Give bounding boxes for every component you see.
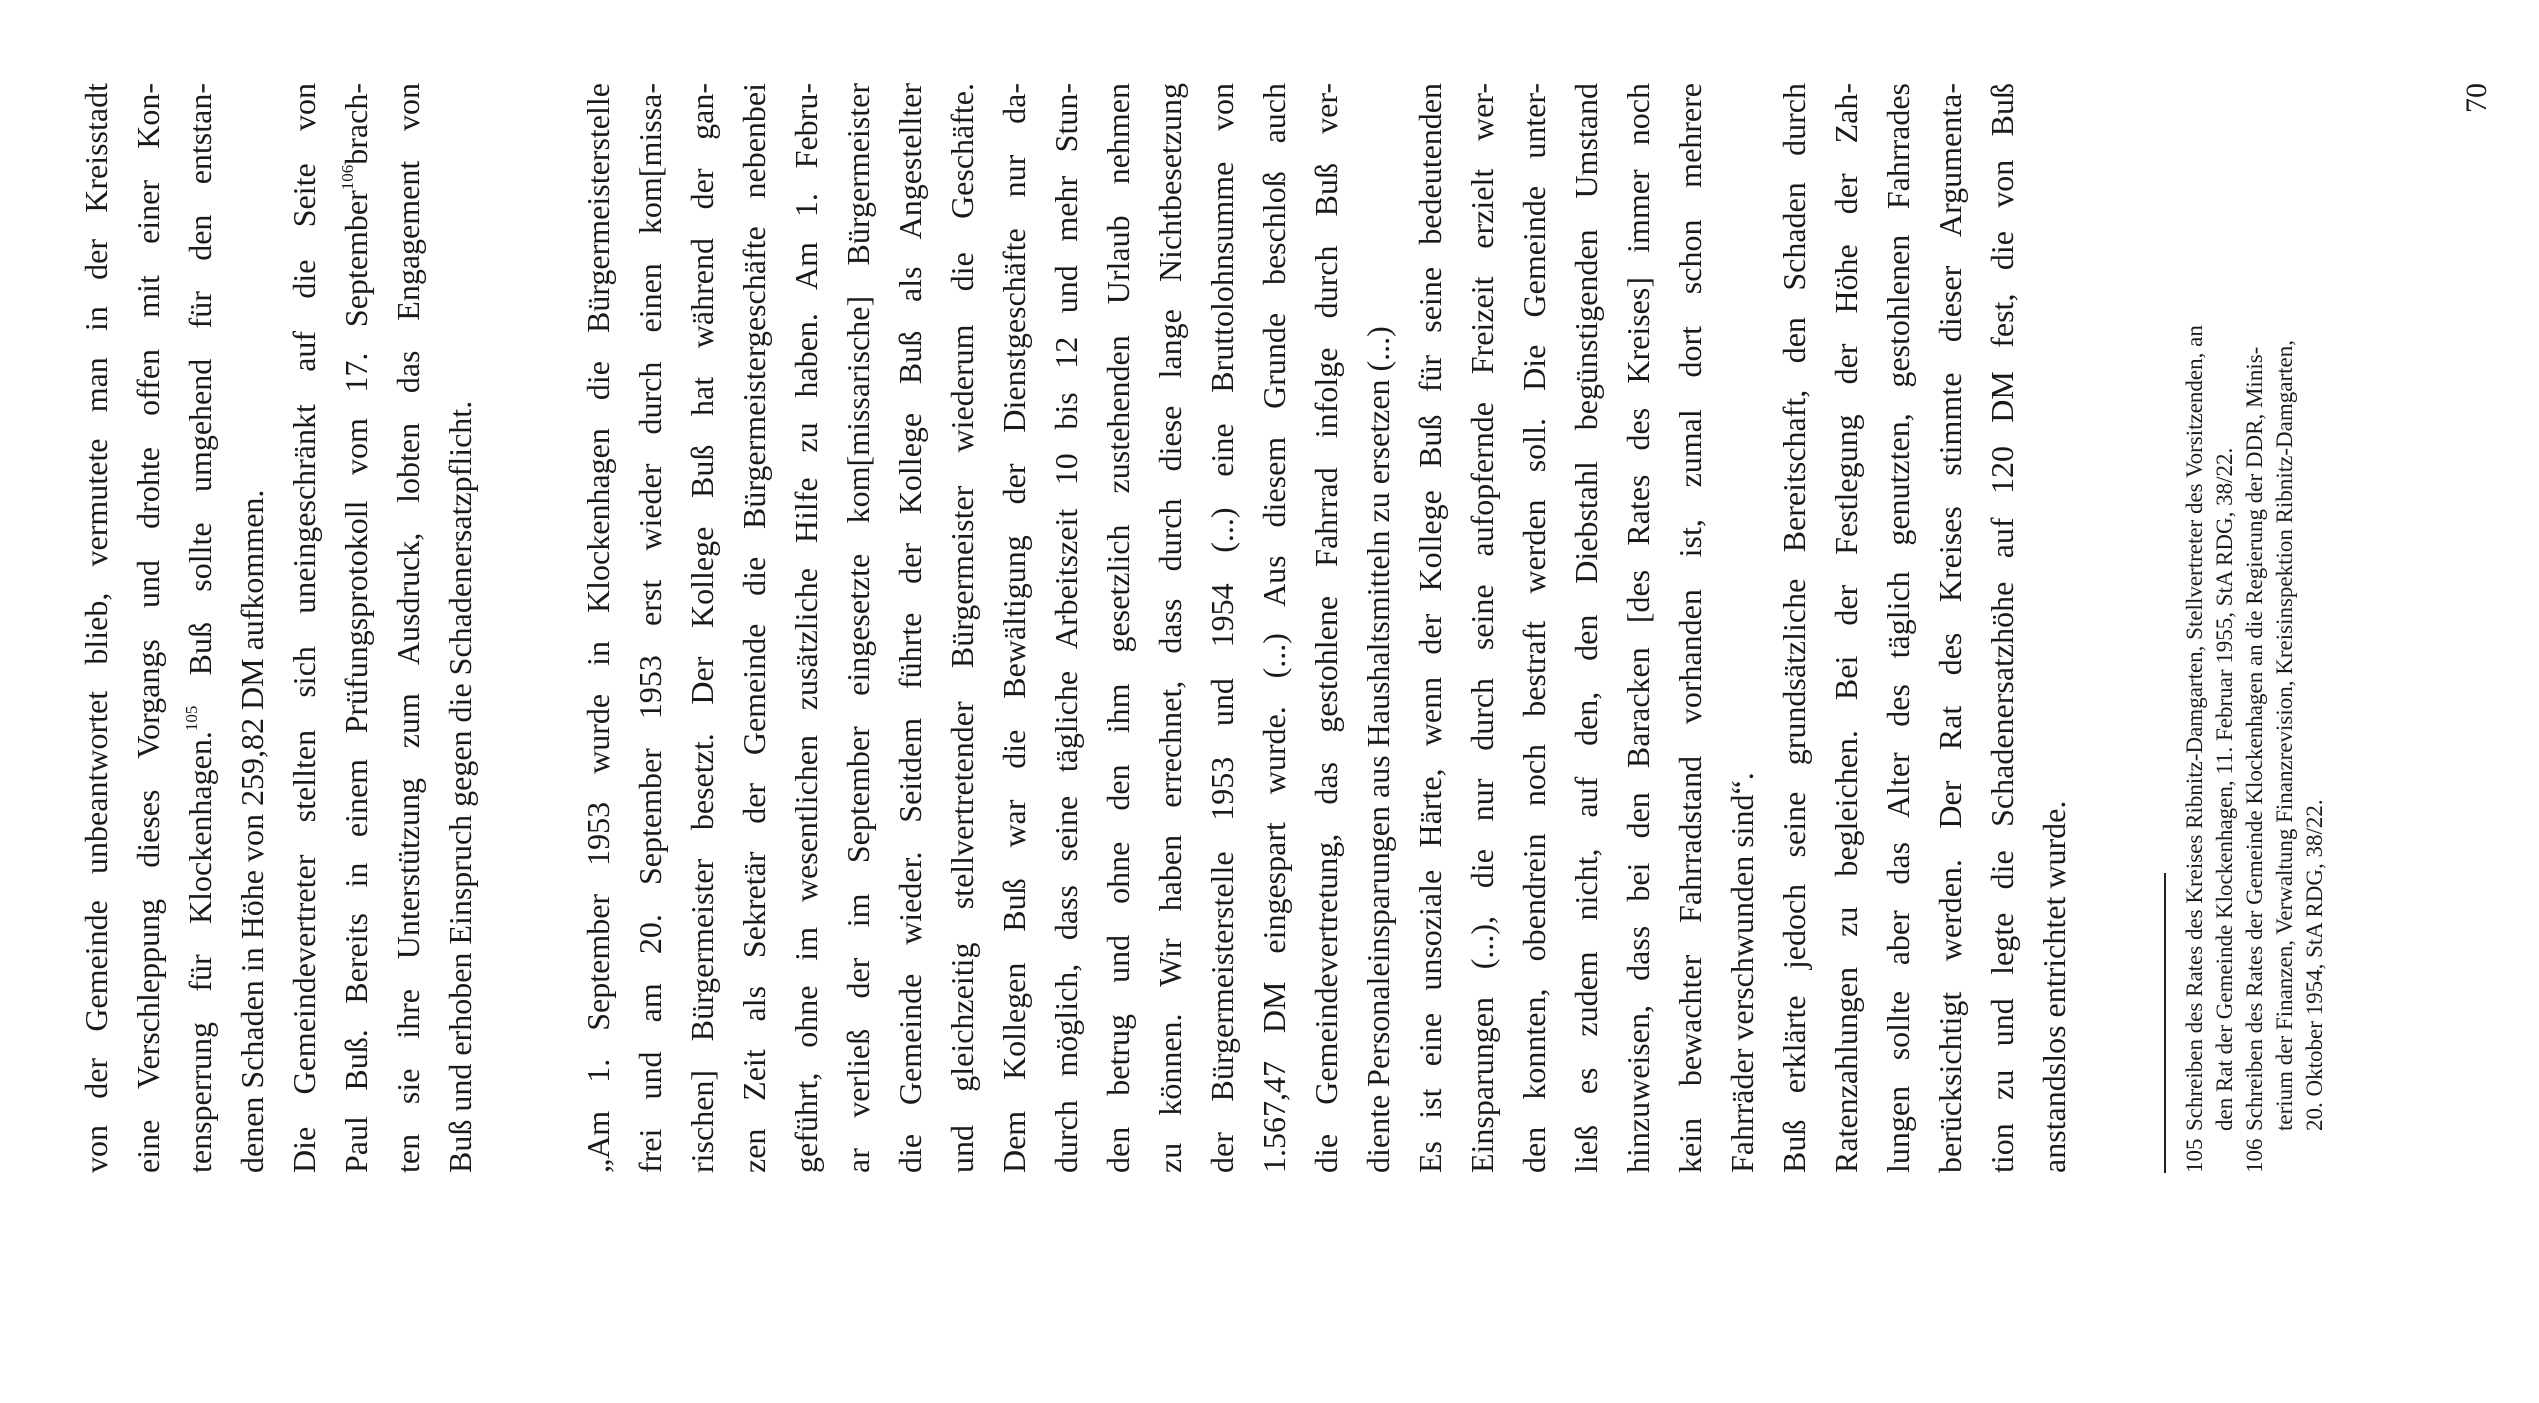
quote-line: den konnten, obendrein noch bestraft werden soll. Die Gemeinde unter- [1516,83,1552,1173]
text-line: lungen sollte aber das Alter des täglich genutzten, gestohlenen Fahrrades [1880,83,1916,1173]
footnote-line [2180,83,2210,1173]
text-line: eine Verschleppung dieses Vorgangs und drohte offen mit einer Kon- [130,83,166,1173]
footnote-line [2240,83,2270,1173]
text-line: Buß und erhoben Einspruch gegen die Schadenersatzpflicht. [442,400,478,1173]
footnote-line: 20. Oktober 1954, StA RDG, 38/22. [2302,799,2327,1131]
block-quote [572,83,1768,1173]
footnote-106 [2240,83,2330,1173]
quote-line: den betrug und ohne den ihm gesetzlich zustehenden Urlaub nehmen [1100,83,1136,1173]
text-line: von der Gemeinde unbeantwortet blieb, vermutete man in der Kreisstadt [78,83,114,1173]
quote-line: Einsparungen (...), die nur durch seine aufopfernde Freizeit erzielt wer- [1464,83,1500,1173]
quote-line: hinzuweisen, dass bei den Baracken [des Rates des Kreises] immer noch [1620,83,1656,1173]
quote-line: geführt, ohne im wesentlichen zusätzliche Hilfe zu haben. Am 1. Febru- [788,83,824,1173]
text-line: ten sie ihre Unterstützung zum Ausdruck, lobten das Engagement von [390,83,426,1173]
text-line: Die Gemeindevertreter stellten sich uneingeschränkt auf die Seite von [286,83,322,1173]
footnote-number: 105 [2182,1138,2207,1173]
footnote-105 [2180,83,2240,1173]
page-number: 70 [2460,83,2493,113]
footnote-line: den Rat der Gemeinde Klockenhagen, 11. Februar 1955, StA RDG, 38/22. [2212,447,2237,1131]
footnote-mark-105[interactable]: 105 [182,705,201,732]
paragraph-closing [1768,83,2080,1173]
paragraph-2 [278,83,486,1173]
text-line: anstandslos entrichtet wurde. [2036,800,2072,1173]
footnote-text: Schreiben des Rates der Gemeinde Klockenhagen an die Regierung der DDR, Minis- [2242,346,2267,1131]
text-line [330,83,382,1173]
quote-line: Fahrräder verschwunden sind“. [1724,772,1760,1173]
footnotes [2180,83,2330,1173]
quote-line: durch möglich, dass seine tägliche Arbeitszeit 10 bis 12 und mehr Stun- [1048,83,1084,1173]
quote-line: der Bürgermeisterstelle 1953 und 1954 (...) eine Bruttolohnsumme von [1204,83,1240,1173]
footnote-divider [2164,873,2166,1173]
quote-line: frei und am 20. September 1953 erst wieder durch einen kom[missa- [632,83,668,1173]
quote-line: die Gemeindevertretung, das gestohlene Fahrrad infolge durch Buß ver- [1308,83,1344,1173]
quote-line: diente Personaleinsparungen aus Haushaltsmitteln zu ersetzen (...) [1360,326,1396,1173]
text-fragment: Buß sollte umgehend für den entstan- [182,82,218,706]
text-fragment: brach- [338,83,374,165]
footnote-number: 106 [2242,1138,2267,1173]
footnote-mark-106[interactable]: 106 [338,164,357,191]
quote-line: rischen] Bürgermeister besetzt. Der Kollege Buß hat während der gan- [684,83,720,1173]
text-line: denen Schaden in Höhe von 259,82 DM aufkommen. [234,489,270,1173]
quote-line: Es ist eine unsoziale Härte, wenn der Kollege Buß für seine bedeutenden [1412,83,1448,1173]
text-fragment: tensperrung für Klockenhagen. [182,731,218,1173]
quote-line: ar verließ der im September eingesetzte kom[missarische] Bürgermeister [840,83,876,1173]
paragraph-1 [70,83,278,1173]
quote-line: zu können. Wir haben errechnet, dass durch diese lange Nichtbesetzung [1152,83,1188,1173]
quote-line: ließ es zudem nicht, auf den, den Diebstahl begünstigenden Umstand [1568,83,1604,1173]
quote-line: kein bewachter Fahrradstand vorhanden ist, zumal dort schon mehrere [1672,83,1708,1173]
quote-line: „Am 1. September 1953 wurde in Klockenhagen die Bürgermeisterstelle [580,83,616,1173]
quote-line: und gleichzeitig stellvertretender Bürgermeister wiederum die Geschäfte. [944,83,980,1173]
text-fragment: Paul Buß. Bereits in einem Prüfungsprotokoll vom 17. September [338,190,374,1173]
text-line: Ratenzahlungen zu begleichen. Bei der Festlegung der Höhe der Zah- [1828,83,1864,1173]
text-line: berücksichtigt werden. Der Rat des Kreises stimmte dieser Argumenta- [1932,83,1968,1173]
quote-line: zen Zeit als Sekretär der Gemeinde die Bürgermeistergeschäfte nebenbei [736,83,772,1173]
footnote-text: Schreiben des Rates des Kreises Ribnitz-Damgarten, Stellvertreter des Vorsitzenden, an [2182,325,2207,1131]
quote-line: 1.567,47 DM eingespart wurde. (...) Aus diesem Grunde beschloß auch [1256,83,1292,1173]
quote-line: die Gemeinde wieder. Seitdem führte der Kollege Buß als Angestellter [892,83,928,1173]
text-line [174,83,226,1173]
footnote-line: terium der Finanzen, Verwaltung Finanzrevision, Kreisinspektion Ribnitz-Damgarten, [2272,340,2297,1131]
text-line: tion zu und legte die Schadenersatzhöhe auf 120 DM fest, die von Buß [1984,83,2020,1173]
text-line: Buß erklärte jedoch seine grundsätzliche Bereitschaft, den Schaden durch [1776,83,1812,1173]
quote-line: Dem Kollegen Buß war die Bewältigung der Dienstgeschäfte nur da- [996,83,1032,1173]
